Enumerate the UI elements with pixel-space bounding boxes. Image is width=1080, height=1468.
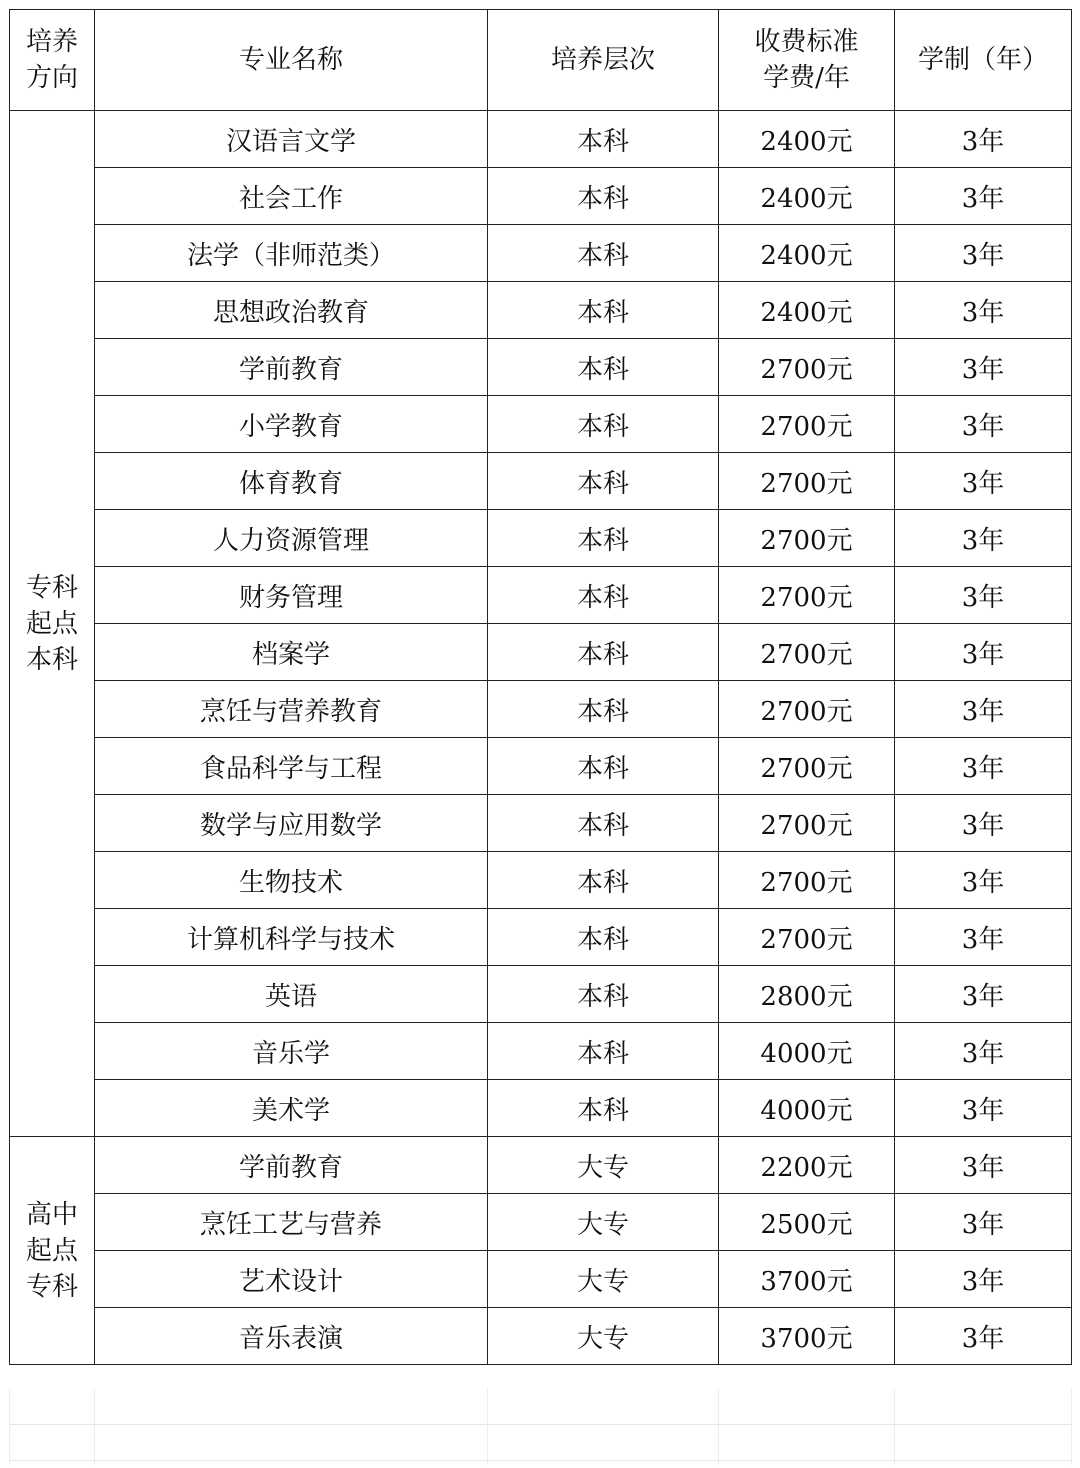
level-cell: 本科 xyxy=(488,852,719,909)
fee-cell: 2700元 xyxy=(719,909,895,966)
level-cell: 本科 xyxy=(488,624,719,681)
fee-table-body xyxy=(10,10,1072,1365)
fee-cell: 2700元 xyxy=(719,339,895,396)
duration-cell: 3年 xyxy=(895,282,1072,339)
blank-col-divider xyxy=(487,1389,488,1465)
major-cell: 数学与应用数学 xyxy=(95,795,488,852)
level-cell: 本科 xyxy=(488,681,719,738)
level-cell: 本科 xyxy=(488,1080,719,1137)
duration-cell: 3年 xyxy=(895,624,1072,681)
table-row xyxy=(10,1308,1072,1365)
fee-cell: 3700元 xyxy=(719,1251,895,1308)
duration-cell: 3年 xyxy=(895,225,1072,282)
fee-cell: 2700元 xyxy=(719,795,895,852)
table-row xyxy=(10,510,1072,567)
fee-cell: 2700元 xyxy=(719,624,895,681)
duration-cell: 3年 xyxy=(895,852,1072,909)
table-row xyxy=(10,282,1072,339)
duration-cell: 3年 xyxy=(895,738,1072,795)
duration-cell: 3年 xyxy=(895,567,1072,624)
table-row xyxy=(10,111,1072,168)
blank-col-divider xyxy=(94,1389,95,1465)
level-cell: 本科 xyxy=(488,225,719,282)
fee-cell: 2400元 xyxy=(719,225,895,282)
duration-cell: 3年 xyxy=(895,168,1072,225)
group-label: 专科 起点 本科 xyxy=(25,572,78,675)
duration-cell: 3年 xyxy=(895,396,1072,453)
table-row xyxy=(10,396,1072,453)
table-row xyxy=(10,624,1072,681)
level-cell: 本科 xyxy=(488,111,719,168)
duration-cell: 3年 xyxy=(895,795,1072,852)
table-row xyxy=(10,966,1072,1023)
fee-cell: 2700元 xyxy=(719,510,895,567)
table-row xyxy=(10,225,1072,282)
duration-cell: 3年 xyxy=(895,339,1072,396)
major-cell: 英语 xyxy=(95,966,488,1023)
major-cell: 烹饪工艺与营养 xyxy=(95,1194,488,1251)
fee-cell: 3700元 xyxy=(719,1308,895,1365)
duration-cell: 3年 xyxy=(895,1080,1072,1137)
major-cell: 学前教育 xyxy=(95,339,488,396)
fee-cell: 2400元 xyxy=(719,168,895,225)
major-cell: 思想政治教育 xyxy=(95,282,488,339)
table-row xyxy=(10,567,1072,624)
major-cell: 人力资源管理 xyxy=(95,510,488,567)
duration-cell: 3年 xyxy=(895,453,1072,510)
level-cell: 本科 xyxy=(488,795,719,852)
table-row xyxy=(10,738,1072,795)
blank-col-divider xyxy=(894,1389,895,1465)
header-major xyxy=(95,10,488,111)
table-row xyxy=(10,681,1072,738)
major-cell: 艺术设计 xyxy=(95,1251,488,1308)
level-cell: 本科 xyxy=(488,396,719,453)
major-cell: 烹饪与营养教育 xyxy=(95,681,488,738)
fee-cell: 2700元 xyxy=(719,738,895,795)
duration-cell: 3年 xyxy=(895,1308,1072,1365)
fee-cell: 2700元 xyxy=(719,453,895,510)
header-level xyxy=(488,10,719,111)
level-cell: 本科 xyxy=(488,168,719,225)
table-row xyxy=(10,909,1072,966)
table-row xyxy=(10,1080,1072,1137)
header-duration-text: 学制（年） xyxy=(917,45,1048,75)
level-cell: 本科 xyxy=(488,909,719,966)
duration-cell: 3年 xyxy=(895,111,1072,168)
fee-cell: 2200元 xyxy=(719,1137,895,1194)
duration-cell: 3年 xyxy=(895,1137,1072,1194)
major-cell: 体育教育 xyxy=(95,453,488,510)
level-cell: 本科 xyxy=(488,1023,719,1080)
table-row xyxy=(10,453,1072,510)
header-fee-text: 收费标准 学费/年 xyxy=(754,27,859,93)
table-row xyxy=(10,1251,1072,1308)
group-cell xyxy=(10,1137,95,1365)
fee-cell: 2700元 xyxy=(719,852,895,909)
major-cell: 汉语言文学 xyxy=(95,111,488,168)
table-row xyxy=(10,852,1072,909)
duration-cell: 3年 xyxy=(895,909,1072,966)
level-cell: 本科 xyxy=(488,510,719,567)
fee-cell: 4000元 xyxy=(719,1023,895,1080)
fee-cell: 2400元 xyxy=(719,282,895,339)
group-cell xyxy=(10,111,95,1137)
fee-cell: 2400元 xyxy=(719,111,895,168)
header-level-text: 培养层次 xyxy=(550,45,655,75)
level-cell: 大专 xyxy=(488,1308,719,1365)
blank-col-divider xyxy=(718,1389,719,1465)
fee-cell: 2700元 xyxy=(719,567,895,624)
fee-cell: 2800元 xyxy=(719,966,895,1023)
major-cell: 小学教育 xyxy=(95,396,488,453)
major-cell: 音乐表演 xyxy=(95,1308,488,1365)
fee-cell: 2500元 xyxy=(719,1194,895,1251)
blank-col-divider xyxy=(1071,1389,1072,1465)
level-cell: 本科 xyxy=(488,567,719,624)
major-cell: 生物技术 xyxy=(95,852,488,909)
table-row xyxy=(10,1023,1072,1080)
major-cell: 财务管理 xyxy=(95,567,488,624)
level-cell: 本科 xyxy=(488,966,719,1023)
major-cell: 学前教育 xyxy=(95,1137,488,1194)
level-cell: 本科 xyxy=(488,453,719,510)
level-cell: 本科 xyxy=(488,282,719,339)
major-cell: 计算机科学与技术 xyxy=(95,909,488,966)
major-cell: 美术学 xyxy=(95,1080,488,1137)
major-cell: 音乐学 xyxy=(95,1023,488,1080)
table-row xyxy=(10,1194,1072,1251)
group-label: 高中 起点 专科 xyxy=(25,1199,78,1302)
header-major-text: 专业名称 xyxy=(238,45,343,75)
level-cell: 大专 xyxy=(488,1251,719,1308)
fee-cell: 2700元 xyxy=(719,396,895,453)
table-header-row xyxy=(10,10,1072,111)
header-fee xyxy=(719,10,895,111)
blank-row-divider xyxy=(9,1424,1071,1425)
major-cell: 档案学 xyxy=(95,624,488,681)
level-cell: 大专 xyxy=(488,1137,719,1194)
table-row xyxy=(10,795,1072,852)
header-direction xyxy=(10,10,95,111)
duration-cell: 3年 xyxy=(895,966,1072,1023)
table-row xyxy=(10,168,1072,225)
table-row xyxy=(10,339,1072,396)
duration-cell: 3年 xyxy=(895,681,1072,738)
major-cell: 食品科学与工程 xyxy=(95,738,488,795)
level-cell: 本科 xyxy=(488,339,719,396)
table-row xyxy=(10,1137,1072,1194)
header-duration xyxy=(895,10,1072,111)
level-cell: 大专 xyxy=(488,1194,719,1251)
fee-table xyxy=(9,9,1072,1365)
fee-cell: 2700元 xyxy=(719,681,895,738)
duration-cell: 3年 xyxy=(895,1023,1072,1080)
header-direction-text: 培养 方向 xyxy=(25,27,78,93)
blank-col-divider xyxy=(9,1389,10,1465)
duration-cell: 3年 xyxy=(895,1194,1072,1251)
fee-cell: 4000元 xyxy=(719,1080,895,1137)
major-cell: 社会工作 xyxy=(95,168,488,225)
duration-cell: 3年 xyxy=(895,510,1072,567)
major-cell: 法学（非师范类） xyxy=(95,225,488,282)
duration-cell: 3年 xyxy=(895,1251,1072,1308)
level-cell: 本科 xyxy=(488,738,719,795)
blank-row-divider xyxy=(9,1460,1071,1461)
